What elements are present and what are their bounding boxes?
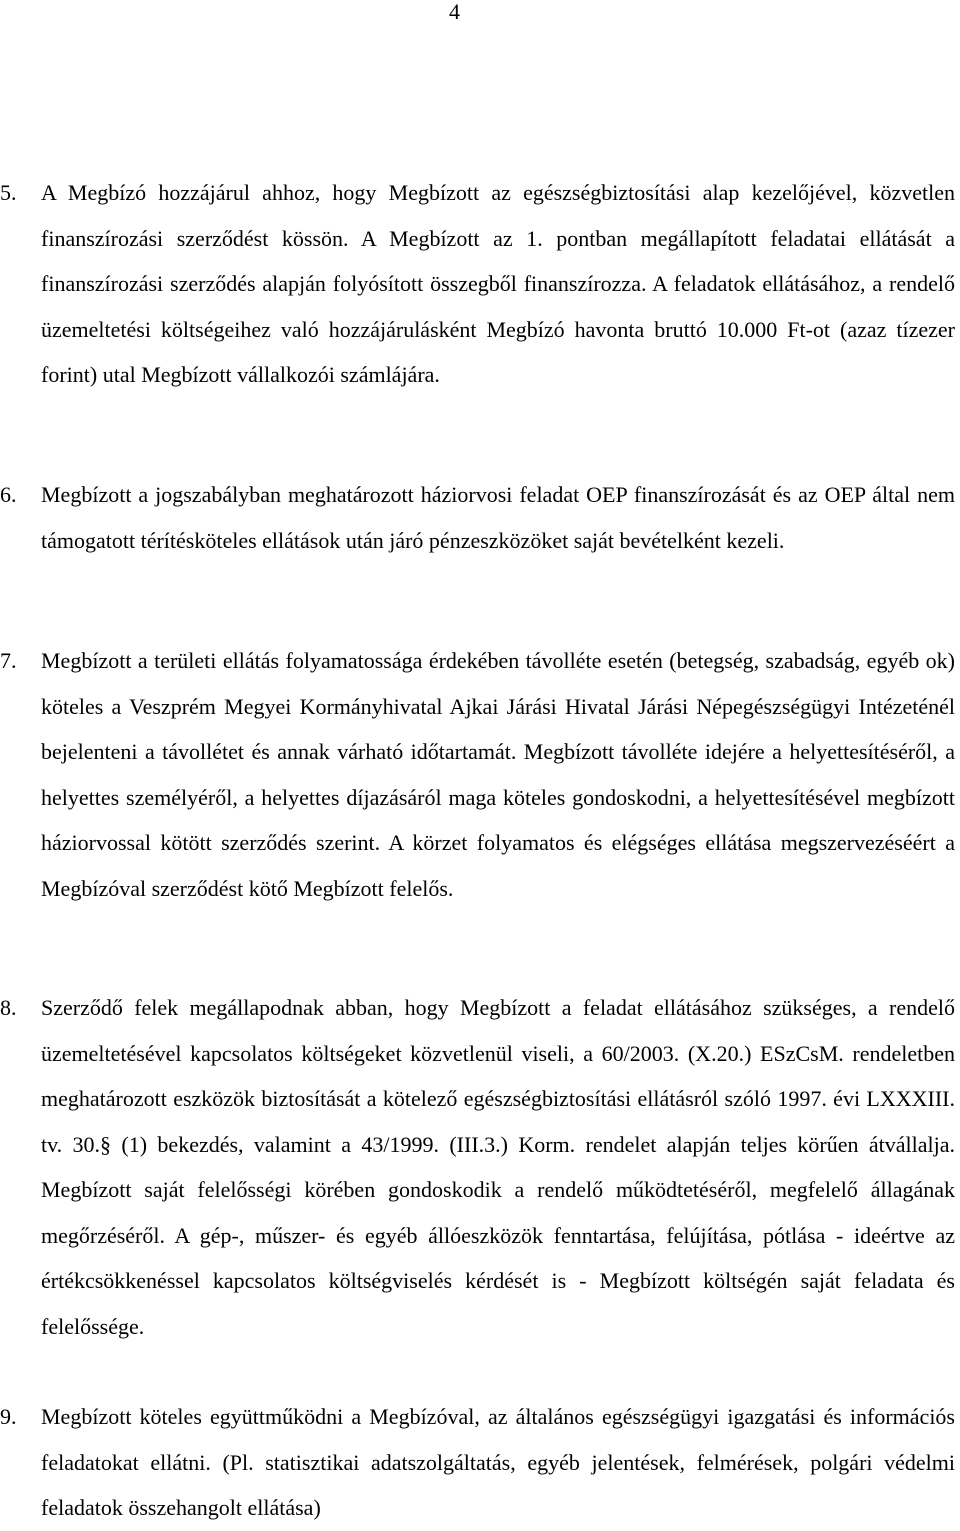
page-number: 4 <box>449 0 460 24</box>
item-text: Szerződő felek megállapodnak abban, hogy Megbízott a feladat ellátásához szükséges, a rendelő üzemeltetésével kapcsolatos költségeket közvetlenül viseli, a 60/2003. (X.20.) ESzCsM. rendeletben meghatározott eszközök biztosítását a kötelező egészségbiztosítási ellátásról szóló 1997. évi LXXXIII. tv. 30.§ (1) bekezdés, valamint a 43/1999. (III.3.) Korm. rendelet alapján teljes körűen átvállalja. Megbízott saját felelősségi körében gondoskodik a rendelő működtetéséről, megfelelő állagának megőrzéséről. A gép-, műszer- és egyéb állóeszközök fenntartása, felújítása, pótlása - ideértve az értékcsökkenéssel kapcsolatos költségviselés kérdését is - Megbízott költségén saját feladata és felelőssége. <box>41 995 955 1339</box>
item-text: Megbízott a jogszabályban meghatározott háziorvosi feladat OEP finanszírozását és az OEP által nem támogatott térítésköteles ellátások után járó pénzeszközöket saját bevételként kezeli. <box>41 482 955 553</box>
item-text: Megbízott köteles együttműködni a Megbízóval, az általános egészségügyi igazgatási és információs feladatokat ellátni. (Pl. statisztikai adatszolgáltatás, egyéb jelentések, felmérések, polgári védelmi feladatok összehangolt ellátása) <box>41 1404 955 1520</box>
item-number: 5. <box>0 180 17 205</box>
item-number: 9. <box>0 1404 17 1429</box>
item-number: 7. <box>0 648 17 673</box>
item-text: A Megbízó hozzájárul ahhoz, hogy Megbízott az egészségbiztosítási alap kezelőjével, közvetlen finanszírozási szerződést kössön. A Megbízott az 1. pontban megállapított feladatai ellátását a finanszírozási szerződés alapján folyósított összegből finanszírozza. A feladatok ellátásához, a rendelő üzemeltetési költségeihez való hozzájárulásként Megbízó havonta bruttó 10.000 Ft-ot (azaz tízezer forint) utal Megbízott vállalkozói számlájára. <box>41 180 955 387</box>
item-number: 6. <box>0 482 17 507</box>
item-text: Megbízott a területi ellátás folyamatossága érdekében távolléte esetén (betegség, szabadság, egyéb ok) köteles a Veszprém Megyei Kormányhivatal Ajkai Járási Hivatal Járási Népegészségügyi Intézeténél bejelenteni a távollétet és annak várható időtartamát. Megbízott távolléte idejére a helyettesítéséről, a helyettes személyéről, a helyettes díjazásáról maga köteles gondoskodni, a helyettesítésével megbízott háziorvossal kötött szerződés szerint. A körzet folyamatos és elégséges ellátása megszervezéséért a Megbízóval szerződést kötő Megbízott felelős. <box>41 648 955 901</box>
item-number: 8. <box>0 995 17 1020</box>
